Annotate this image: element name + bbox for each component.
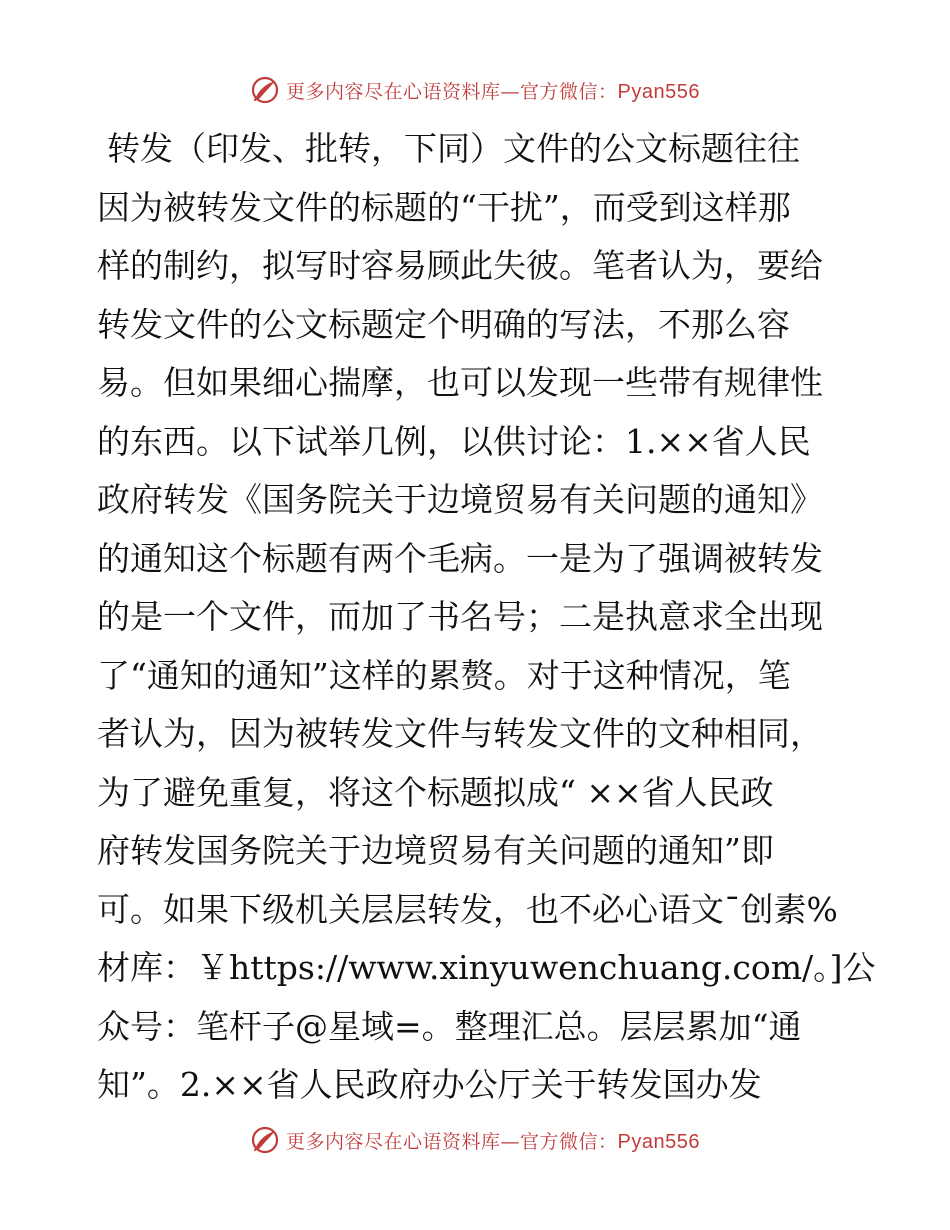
watermark-wechat-id: Pyan556 xyxy=(617,1130,700,1153)
text-line: 政府转发《国务院关于边境贸易有关问题的通知》 xyxy=(97,480,823,519)
text-line: 可。如果下级机关层层转发，也不必心语文¯创素% xyxy=(97,889,838,929)
text-line: 因为被转发文件的标题的“干扰”，而受到这样那 xyxy=(97,187,791,227)
watermark-wechat-id: Pyan556 xyxy=(617,80,700,103)
text-line: 样的制约，拟写时容易顾此失彼。笔者认为，要给 xyxy=(97,246,823,285)
text-line: 了“通知的通知”这样的累赘。对于这种情况，笔 xyxy=(97,655,791,695)
footer-watermark xyxy=(0,1123,950,1157)
text-line: 为了避免重复，将这个标题拟成“ ××省人民政 xyxy=(97,772,774,812)
text-line: 材库：￥https://www.xinyuwenchuang.com/。]公 xyxy=(97,948,876,987)
text-line: 的通知这个标题有两个毛病。一是为了强调被转发 xyxy=(97,538,823,578)
text-line: 转发（印发、批转，下同）文件的公文标题往往 xyxy=(107,129,800,168)
watermark-text: 更多内容尽在心语资料库—官方微信：Pyan556 xyxy=(286,80,700,103)
text-line: 府转发国务院关于边境贸易有关问题的通知”即 xyxy=(97,831,774,870)
header-watermark xyxy=(0,73,950,107)
text-line: 的东西。以下试举几例，以供讨论：1.××省人民 xyxy=(97,421,811,461)
text-line: 者认为，因为被转发文件与转发文件的文种相同， xyxy=(97,714,823,753)
text-line: 知”。2.××省人民政府办公厅关于转发国办发 xyxy=(97,1065,762,1104)
text-line: 众号：笔杆子@星域=。整理汇总。层层累加“通 xyxy=(97,1006,802,1046)
text-line: 的是一个文件，而加了书名号；二是执意求全出现 xyxy=(97,597,823,636)
watermark-text: 更多内容尽在心语资料库—官方微信：Pyan556 xyxy=(286,1130,700,1153)
brush-logo-icon xyxy=(250,75,280,105)
brush-logo-icon xyxy=(250,1125,280,1155)
document-body xyxy=(97,120,876,1115)
text-line: 转发文件的公文标题定个明确的写法，不那么容 xyxy=(97,304,790,344)
text-line: 易。但如果细心揣摩，也可以发现一些带有规律性 xyxy=(97,363,823,402)
